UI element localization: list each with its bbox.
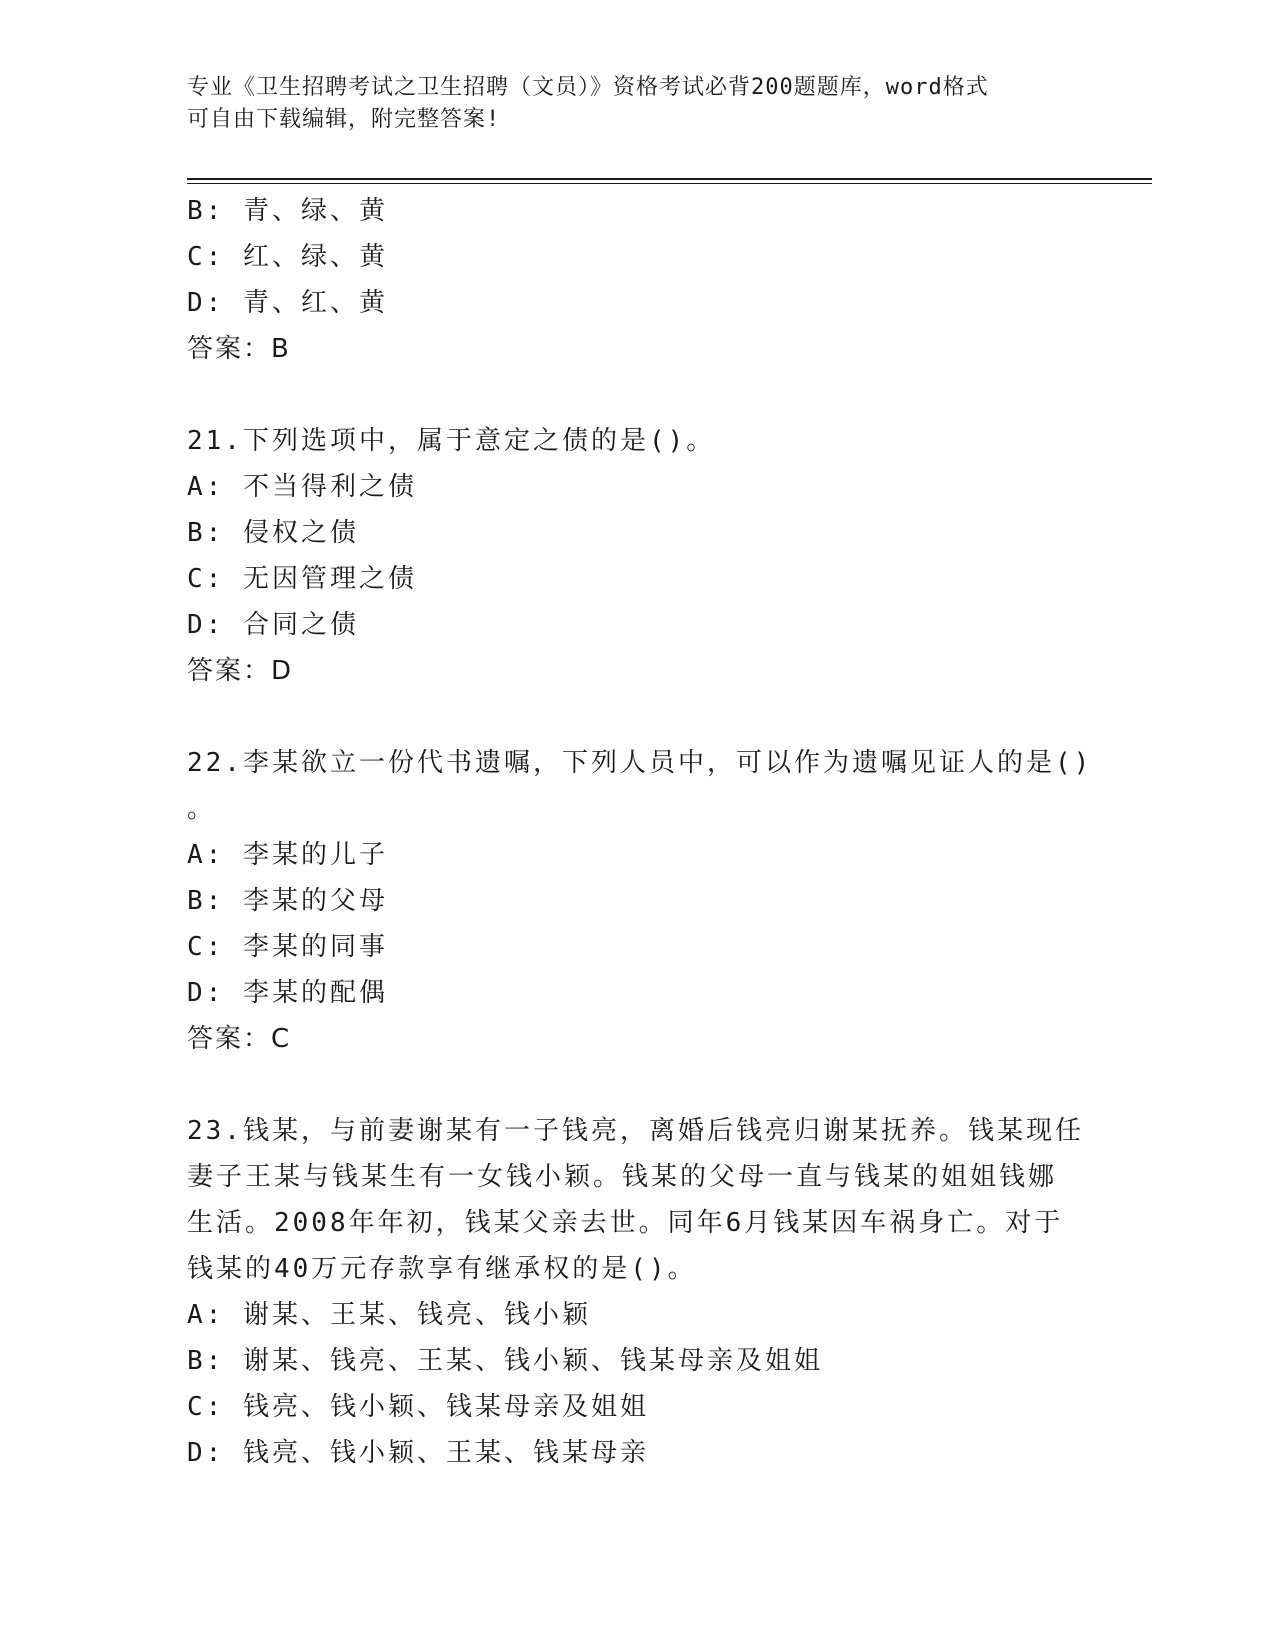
question-stem-continued: 钱某的40万元存款享有继承权的是()。	[187, 1254, 697, 1284]
header-divider-thin	[187, 183, 1152, 184]
option-c: C: 钱亮、钱小颖、钱某母亲及姐姐	[187, 1392, 649, 1422]
option-a: A: 谢某、王某、钱亮、钱小颖	[187, 1300, 591, 1330]
option-c: C: 红、绿、黄	[187, 242, 388, 272]
option-c: C: 李某的同事	[187, 932, 388, 962]
question-stem: 21.下列选项中，属于意定之债的是()。	[187, 426, 716, 456]
option-b: B: 谢某、钱亮、王某、钱小颖、钱某母亲及姐姐	[187, 1346, 823, 1376]
question-21	[187, 418, 1067, 694]
header-line-2: 可自由下载编辑，附完整答案!	[187, 107, 501, 132]
option-d: D: 李某的配偶	[187, 978, 388, 1008]
option-a: A: 李某的儿子	[187, 840, 388, 870]
option-a: A: 不当得利之债	[187, 472, 417, 502]
question-stem-continued: 生活。2008年年初，钱某父亲去世。同年6月钱某因车祸身亡。对于	[187, 1208, 1064, 1238]
spacer	[187, 1062, 1067, 1108]
question-stem-continued: 妻子王某与钱某生有一女钱小颖。钱某的父母一直与钱某的姐姐钱娜	[187, 1162, 1058, 1192]
question-22	[187, 740, 1093, 1062]
question-list	[187, 188, 1093, 1476]
answer-line: 答案：C	[187, 1024, 292, 1054]
option-b: B: 侵权之债	[187, 518, 359, 548]
answer-line: 答案：B	[187, 334, 291, 364]
option-c: C: 无因管理之债	[187, 564, 417, 594]
header-line-1: 专业《卫生招聘考试之卫生招聘（文员）》资格考试必背200题题库，word格式	[187, 75, 989, 100]
option-b: B: 青、绿、黄	[187, 196, 388, 226]
option-d: D: 合同之债	[187, 610, 359, 640]
option-d: D: 钱亮、钱小颖、王某、钱某母亲	[187, 1438, 649, 1468]
question-stem: 22.李某欲立一份代书遗嘱，下列人员中，可以作为遗嘱见证人的是()	[187, 748, 1093, 778]
answer-line: 答案：D	[187, 656, 294, 686]
question-stem-continued: 。	[187, 794, 217, 824]
header-divider-thick	[187, 178, 1152, 180]
spacer	[187, 694, 1067, 740]
question-23	[187, 1108, 1084, 1476]
question-stem: 23.钱某，与前妻谢某有一子钱亮，离婚后钱亮归谢某抚养。钱某现任	[187, 1116, 1084, 1146]
question-20-tail	[187, 188, 1067, 372]
option-d: D: 青、红、黄	[187, 288, 388, 318]
option-b: B: 李某的父母	[187, 886, 388, 916]
document-header	[187, 72, 1067, 136]
spacer	[187, 372, 1067, 418]
